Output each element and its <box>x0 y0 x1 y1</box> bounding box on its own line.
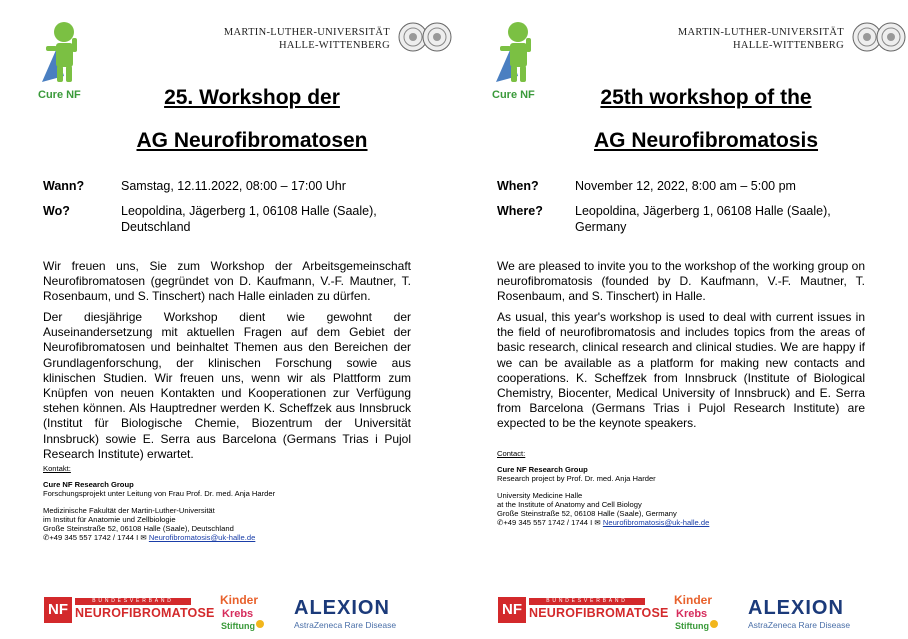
when-value: November 12, 2022, 8:00 am – 5:00 pm <box>575 179 796 193</box>
alexion-logo <box>294 597 412 630</box>
page-subtitle: AG Neurofibromatosis <box>593 129 819 152</box>
kinder-text: Kinder <box>674 593 713 607</box>
stiftung-text: Stiftung <box>675 621 709 631</box>
address-line: at the Institute of Anatomy and Cell Biology <box>497 499 642 509</box>
email-link[interactable]: Neurofibromatosis@uk-halle.de <box>148 533 256 543</box>
nf-bundesverband-logo <box>44 596 215 624</box>
cure-nf-label: Cure NF <box>38 89 81 101</box>
alexion-name: ALEXION <box>748 597 844 619</box>
kinderkrebs-logo <box>218 592 266 634</box>
page-title: 25. Workshop der <box>164 86 340 109</box>
stiftung-text: Stiftung <box>221 621 255 631</box>
krebs-text: Krebs <box>676 608 708 620</box>
description-paragraph: As usual, this year's workshop is used to deal with current issues in the field of neurofibromatosis and includes topics from the areas of basic research, clinical research and clinical studies. We are happy if we can be available as a platform for making new contacts and cooperations. K. Scheffzek from Innsbruck (Institute of Biological Chemistry, Biocenter, Medical University of Innsbruck) and E. Serra from Barcelona (Germans Trias i Pujol Research Institute) are expected to be the keynote speakers. <box>497 310 865 431</box>
address-line: Medizinische Fakultät der Martin-Luther-Universität <box>43 505 215 515</box>
university-name: MARTIN-LUTHER-UNIVERSITÄT HALLE-WITTENBERG <box>223 27 390 51</box>
alexion-logo <box>748 597 866 630</box>
page-title: 25th workshop of the <box>600 86 812 109</box>
when-value: Samstag, 12.11.2022, 08:00 – 17:00 Uhr <box>121 179 346 193</box>
alexion-sub: AstraZeneca Rare Disease <box>294 620 397 630</box>
alexion-name: ALEXION <box>294 597 390 619</box>
university-seal-icon <box>876 22 906 52</box>
where-value: Leopoldina, Jägerberg 1, 06108 Halle (Saale), Deutschland <box>121 204 377 234</box>
where-label: Wo? <box>43 204 70 218</box>
kinderkrebs-logo <box>672 592 720 634</box>
description-paragraph: Der diesjährige Workshop dient wie gewohnt der Auseinandersetzung mit aktuellen Fragen auf dem Gebiet der Neurofibromatosen und beinhaltet Themen aus den Bereichen der Grundlagenforschung, der klinischen Forschung sowie aus klinischen Studien. Wir freuen uns, wenn wir als Plattform zum Knüpfen von neuen Kontakten und Kooperationen zur Verfügung stehen können. Als Hauptredner werden K. Scheffzek aus Innsbruck (Institut für Biologische Chemie, Biozentrum der Universität Innsbruck) sowie E. Serra aus Barcelona (Germans Trias i Pujol Research Institute) erwartet. <box>43 310 411 461</box>
nf-top-label: BUNDESVERBAND <box>75 598 191 605</box>
email-link[interactable]: Neurofibromatosis@uk-halle.de <box>602 518 710 528</box>
contact-label: Kontakt: <box>43 464 71 473</box>
address-line: im Institut für Anatomie und Zellbiologie <box>43 514 176 524</box>
flyer-english <box>454 0 908 639</box>
university-seal-icon <box>422 22 452 52</box>
nf-badge: NF <box>498 597 526 623</box>
nf-name: NEUROFIBROMATOSE <box>75 606 215 620</box>
phone-number: ✆+49 345 557 1742 / 1744 I ✉ <box>43 533 147 543</box>
alexion-sub: AstraZeneca Rare Disease <box>748 620 851 630</box>
krebs-text: Krebs <box>222 608 254 620</box>
contact-block <box>43 464 403 542</box>
address-line: Große Steinstraße 52, 06108 Halle (Saale), Germany <box>497 509 677 519</box>
cure-nf-label: Cure NF <box>492 89 535 101</box>
group-name: Cure NF Research Group <box>43 480 134 490</box>
nf-top-label: BUNDESVERBAND <box>529 598 645 605</box>
nf-badge: NF <box>44 597 72 623</box>
where-label: Where? <box>497 204 543 218</box>
university-name: MARTIN-LUTHER-UNIVERSITÄT HALLE-WITTENBERG <box>677 27 844 51</box>
nf-name: NEUROFIBROMATOSE <box>529 606 669 620</box>
nf-bundesverband-logo <box>498 596 669 624</box>
kinder-text: Kinder <box>220 593 259 607</box>
page-subtitle: AG Neurofibromatosen <box>136 129 368 152</box>
project-info: Forschungsprojekt unter Leitung von Frau Prof. Dr. med. Anja Harder <box>43 489 276 499</box>
group-name: Cure NF Research Group <box>497 465 588 475</box>
intro-paragraph: Wir freuen uns, Sie zum Workshop der Arbeitsgemeinschaft Neurofibromatosen (gegründet von D. Kaufmann, V.-F. Mautner, T. Rosenbaum, und S. Tinschert) nach Halle einladen zu dürfen. <box>43 259 411 304</box>
contact-label: Contact: <box>497 449 526 458</box>
where-value: Leopoldina, Jägerberg 1, 06108 Halle (Saale), Germany <box>575 204 831 234</box>
address-line: University Medicine Halle <box>497 490 583 500</box>
intro-paragraph: We are pleased to invite you to the workshop of the working group on neurofibromatosis (founded by D. Kaufmann, V.-F. Mautner, T. Rosenbaum, and S. Tinschert) in Halle. <box>497 259 865 304</box>
phone-number: ✆+49 345 557 1742 / 1744 I ✉ <box>497 518 601 528</box>
when-label: When? <box>497 179 539 193</box>
contact-block <box>497 449 857 527</box>
address-line: Große Steinstraße 52, 06108 Halle (Saale), Deutschland <box>43 524 234 534</box>
when-label: Wann? <box>43 179 85 193</box>
project-info: Research project by Prof. Dr. med. Anja Harder <box>497 474 656 484</box>
